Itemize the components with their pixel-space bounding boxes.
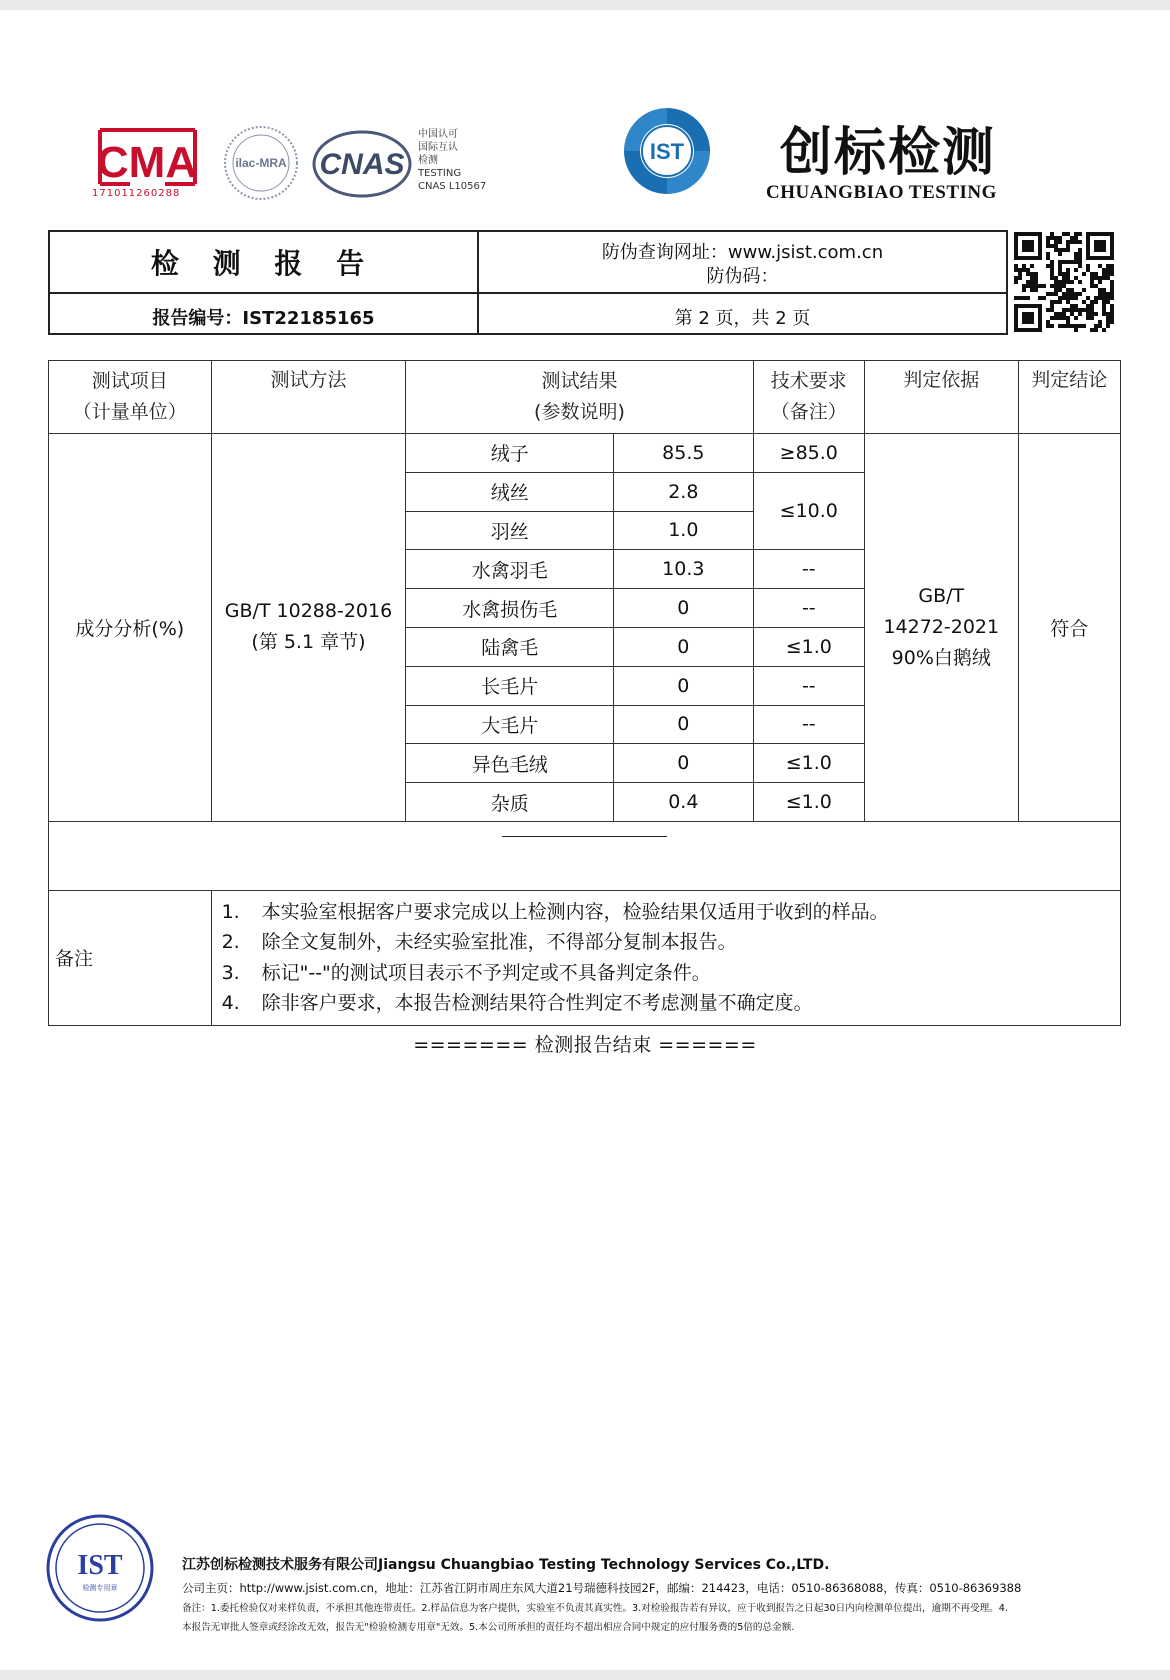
param-name: 陆禽毛: [406, 627, 614, 666]
footer-note: 本报告无审批人签章或经涂改无效，报告无"检验检测专用章"无效。5.本公司所承担的责任均不超出相应合同中规定的应付服务费的5倍的总金额.: [182, 1622, 795, 1633]
verify-code: 防伪码：: [706, 266, 779, 287]
param-name: 绒丝: [406, 472, 614, 511]
param-value: 0: [614, 589, 754, 628]
verify-url: 防伪查询网址：www.jsist.com.cn: [601, 242, 884, 263]
cnas-logo-text: CNAS: [319, 148, 405, 181]
blank-marker-line: [502, 836, 667, 838]
blank-row: [49, 821, 1121, 890]
param-value: 1.0: [614, 511, 754, 550]
qr-code: [1014, 232, 1114, 332]
test-item: 成分分析(%): [49, 434, 212, 822]
report-number: 报告编号：IST22185165: [152, 308, 375, 329]
cnas-line: CNAS L10567: [418, 181, 487, 192]
blank-cell: [49, 821, 1121, 890]
stamp-text: IST: [77, 1550, 123, 1581]
header-requirement: 技术要求 （备注）: [753, 361, 864, 434]
param-value: 2.8: [614, 472, 754, 511]
notes-list: [211, 890, 1120, 1025]
param-name: 水禽羽毛: [406, 550, 614, 589]
param-value: 0: [614, 627, 754, 666]
report-header-box: [48, 230, 1008, 335]
ilac-mra-logo: [222, 124, 300, 202]
ist-logo-text: IST: [649, 139, 685, 164]
footer-company: 江苏创标检测技术服务有限公司Jiangsu Chuangbiao Testing Technology Services Co.,LTD.: [182, 1557, 830, 1573]
param-value: 0: [614, 666, 754, 705]
report-title: 检 测 报 告: [150, 247, 377, 280]
param-name: 异色毛绒: [406, 744, 614, 783]
header-basis: 判定依据: [865, 361, 1019, 434]
report-page: [0, 10, 1170, 1670]
param-requirement: ≤1.0: [753, 783, 864, 822]
param-requirement: --: [753, 705, 864, 744]
param-name: 杂质: [406, 783, 614, 822]
notes-row: [49, 890, 1121, 1025]
cma-number: 171011260288: [92, 188, 181, 199]
cma-logo-text: CMA: [96, 138, 198, 187]
param-requirement: --: [753, 589, 864, 628]
header-item: 测试项目 （计量单位）: [49, 361, 212, 434]
divider: [50, 292, 1006, 294]
brand-name-en: CHUANGBIAO TESTING: [766, 182, 997, 203]
param-value: 10.3: [614, 550, 754, 589]
param-value: 85.5: [614, 434, 754, 473]
judgment-conclusion: 符合: [1018, 434, 1120, 822]
table-row: [49, 434, 1121, 473]
param-requirement: ≥85.0: [753, 434, 864, 473]
footer-address: 公司主页：http://www.jsist.com.cn，地址：江苏省江阴市周庄东风大道21号瑞德科技园2F，邮编：214423，电话：0510-86368088，传真：0510-86369388: [182, 1581, 1022, 1595]
note-item: 4. 除非客户要求，本报告检测结果符合性判定不考虑测量不确定度。: [221, 992, 813, 1015]
param-requirement: ≤1.0: [753, 744, 864, 783]
cnas-logo: [312, 128, 412, 200]
note-item: 2. 除全文复制外，未经实验室批准，不得部分复制本报告。: [221, 931, 737, 954]
header-conclusion: 判定结论: [1018, 361, 1120, 434]
cnas-line: 检测: [418, 155, 438, 166]
cnas-line: TESTING: [418, 168, 462, 179]
note-item: 3. 标记"--"的测试项目表示不予判定或不具备判定条件。: [221, 961, 711, 984]
judgment-basis: GB/T 14272-2021 90%白鹅绒: [865, 434, 1019, 822]
page-info: 第 2 页，共 2 页: [674, 308, 811, 329]
test-results-table: [48, 360, 1121, 1026]
stamp-subtext: 检测专用章: [82, 1584, 118, 1592]
footer-note: 备注：1.委托检验仅对来样负责，不承担其他连带责任。2.样品信息为客户提供，实验室不负责其真实性。3.对检验报告若有异议，应于收到报告之日起30日内向检测单位提出，逾期不再受理。4.: [182, 1603, 1008, 1614]
testing-seal-stamp: [44, 1512, 156, 1624]
param-requirement: ≤10.0: [753, 472, 864, 550]
cnas-caption: [418, 128, 498, 193]
brand-name-cn: 创标检测: [780, 122, 997, 183]
header-result: 测试结果 (参数说明): [406, 361, 753, 434]
param-name: 长毛片: [406, 666, 614, 705]
note-item: 1. 本实验室根据客户要求完成以上检测内容，检验结果仅适用于收到的样品。: [221, 900, 889, 923]
cnas-line: 国际互认: [418, 142, 458, 153]
ilac-logo-text: ilac-MRA: [235, 156, 287, 170]
param-name: 羽丝: [406, 511, 614, 550]
table-header-row: [49, 361, 1121, 434]
param-value: 0: [614, 705, 754, 744]
param-name: 大毛片: [406, 705, 614, 744]
param-requirement: --: [753, 550, 864, 589]
param-value: 0: [614, 744, 754, 783]
cnas-line: 中国认可: [418, 129, 458, 140]
param-value: 0.4: [614, 783, 754, 822]
param-name: 绒子: [406, 434, 614, 473]
test-method: GB/T 10288-2016 (第 5.1 章节): [211, 434, 406, 822]
param-requirement: ≤1.0: [753, 627, 864, 666]
param-name: 水禽损伤毛: [406, 589, 614, 628]
report-end-mark: ======= 检测报告结束 ======: [413, 1034, 757, 1056]
param-requirement: --: [753, 666, 864, 705]
ist-brand-logo: [620, 104, 714, 198]
header-method: 测试方法: [211, 361, 406, 434]
notes-label: 备注: [49, 890, 212, 1025]
